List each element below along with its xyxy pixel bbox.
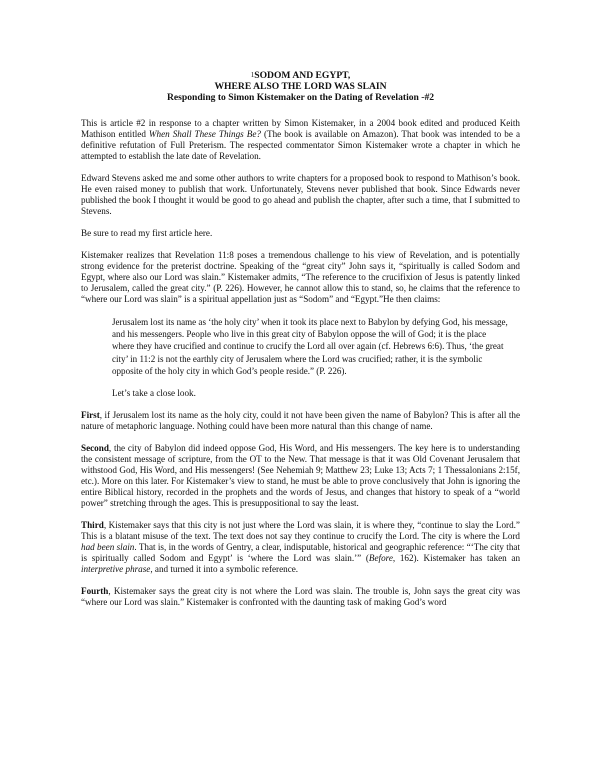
block-quote: Jerusalem lost its name as ‘the holy city’ when it took its place next to Babylon by defying God, his message, and his messengers. People who live in this great city of Babylon oppose the will of God; it is the place where they have crucified and continue to crucify the Lord all over again (cf. Hebrews 6:6). Thus, ‘the great city’ in 11:2 is not the earthly city of Jerusalem where the Lord was crucified; rather, it is the symbolic opposite of the holy city in which God’s people reside.” (P. 226). — [112, 317, 508, 376]
title-footnote-number: 1 — [250, 71, 255, 79]
document-body — [81, 70, 520, 619]
paragraph-kistemaker: Kistemaker realizes that Revelation 11:8 poses a tremendous challenge to his view of Revelation, and is potentially strong evidence for the preterist doctrine. Speaking of the “great city” John says it, “spiritually is called Sodom and Egypt, where also our Lord was slain.” Kistemaker admits, “The reference to the crucifixion of Jesus is patently linked to Jerusalem, called the great city.” (P. 226). However, he cannot allow this to stand, so, he claims that the reference to “where our Lord was slain” is a spiritual appellation just as “Sodom” and “Egypt.”He then claims: — [81, 250, 520, 305]
book-title: When Shall These Things Be? — [148, 128, 261, 139]
paragraph-third: Third, Kistemaker says that this city is not just where the Lord was slain, it is where they, “continue to slay the Lord.” This is a blatant misuse of the text. The text does not say they continue to crucify the Lord. The city is where the Lord had been slain. That is, in the words of Gentry, a clear, indisputable, historical and geographic reference: “‘The city that is spiritually called Sodom and Egypt’ is ‘where the Lord was slain.’” (Before, 162). Kistemaker has taken an interpretive phrase, and turned it into a symbolic reference. — [81, 520, 521, 575]
paragraph-first: First, if Jerusalem lost its name as the holy city, could it not have been given the name of Babylon? This is after all the nature of metaphoric language. Nothing could have been more natural than this change of name. — [81, 409, 520, 431]
document-title — [81, 70, 520, 104]
paragraph-stevens: Edward Stevens asked me and some other authors to write chapters for a proposed book to respond to Mathison’s book. He even raised money to publish that work. Unfortunately, Stevens never published that book. Since Edwards never published the book I thought it would be good to go ahead and publish the chapter, after such a time, that I submitted to Stevens. — [81, 172, 520, 216]
paragraph-intro: This is article #2 in response to a chapter written by Simon Kistemaker, in a 2004 book edited and produced Keith Mathison entitled When Shall These Things Be? (The book is available on Amazon). That book was intended to be a definitive refutation of Full Preterism. The respected commentator Simon Kistemaker wrote a chapter in which he attempted to establish the late date of Revelation. — [81, 117, 521, 161]
title-line-1: 1SODOM AND EGYPT, — [250, 70, 351, 81]
paragraph-first-article: Be sure to read my first article here. — [81, 227, 213, 238]
paragraph-fourth: Fourth, Kistemaker says the great city is not where the Lord was slain. The trouble is, John says the great city was “where our Lord was slain.” Kistemaker is confronted with the daunting task of making God’s word — [81, 586, 520, 608]
paragraph-second: Second, the city of Babylon did indeed oppose God, His Word, and His messengers. The key here is to understanding the consistent message of scripture, from the OT to the New. That message is that it was Old Covenant Jerusalem that withstood God, His Word, and His messengers! (See Nehemiah 9; Matthew 23; Luke 13; Acts 7; 1 Thessalonians 2:15f, etc.). More on this later. For Kistemaker’s view to stand, he must be able to prove conclusively that John is ignoring the entire Biblical history, recorded in the prophets and the words of Jesus, and changes that history to speak of a “world power” stretching through the ages. This is presuppositional to say the least. — [81, 442, 520, 509]
title-line-2: WHERE ALSO THE LORD WAS SLAIN — [214, 81, 387, 93]
paragraph-lets-take: Let’s take a close look. — [112, 387, 196, 398]
subtitle: Responding to Simon Kistemaker on the Dating of Revelation -#2 — [166, 92, 435, 104]
